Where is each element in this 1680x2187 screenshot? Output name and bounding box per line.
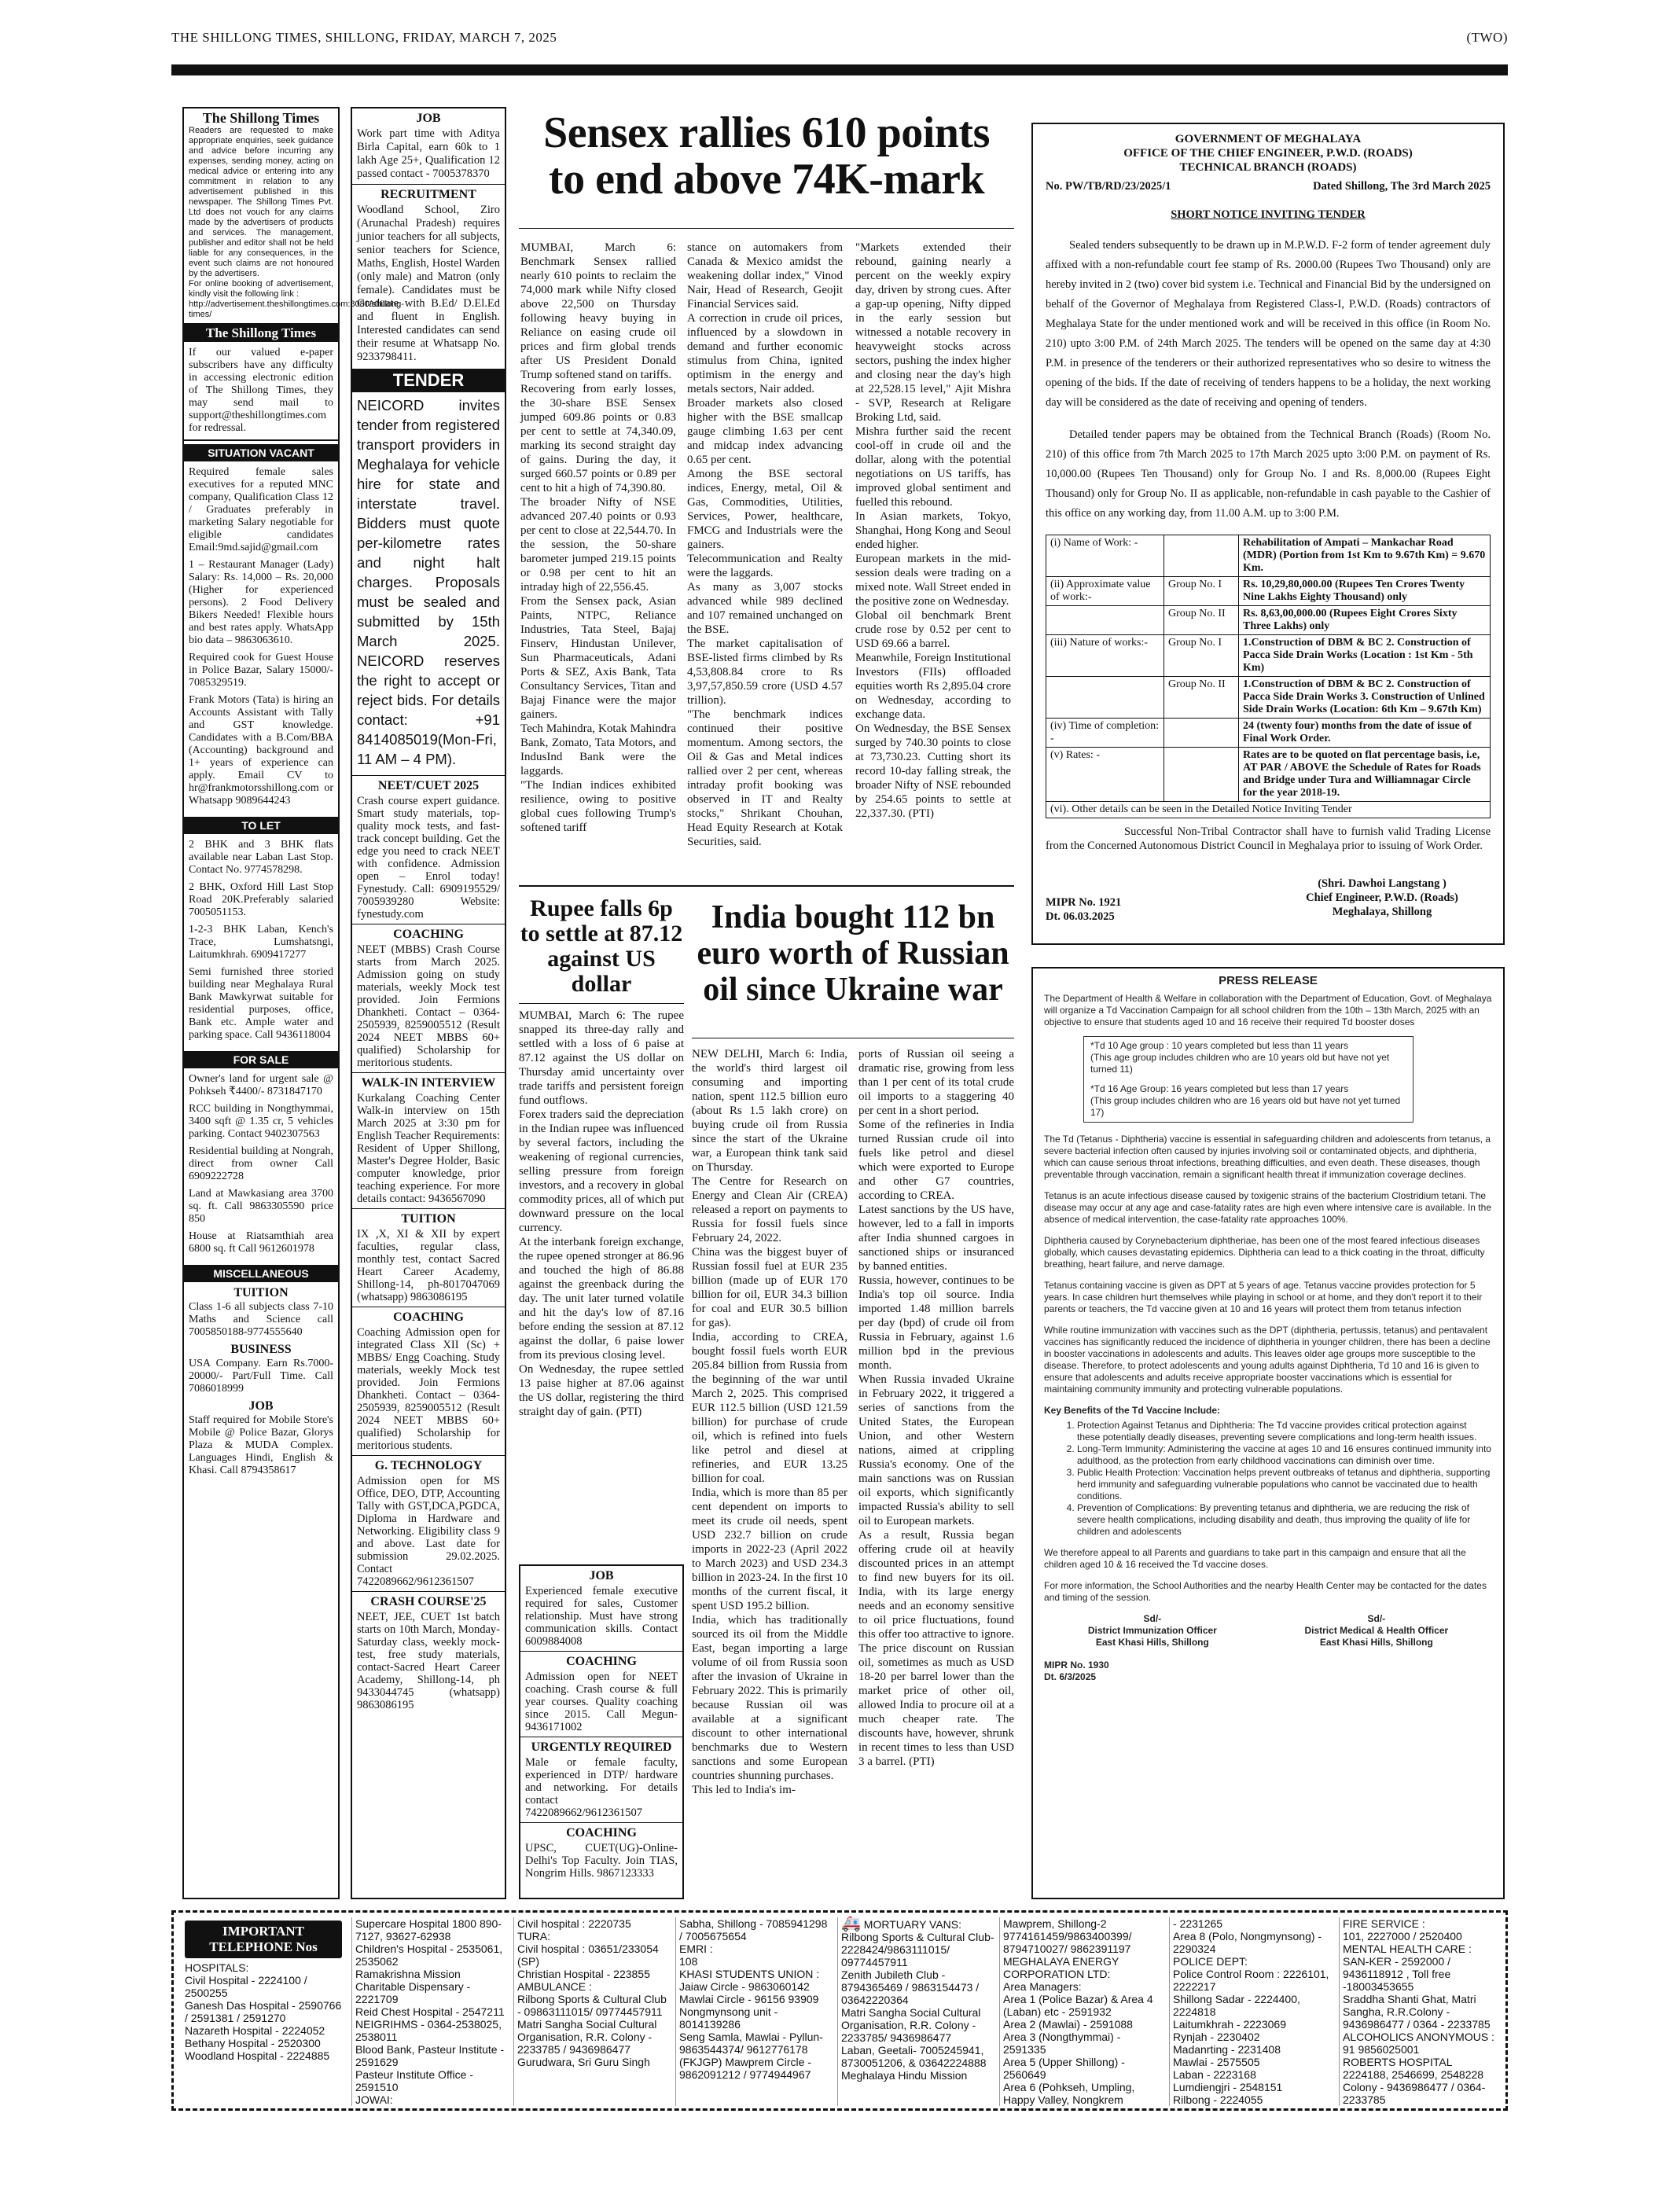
press-box1: *Td 10 Age group : 10 years completed but less than 11 years (This age group includes children who are 10 years old but have not yet turned 11) — [1090, 1040, 1390, 1075]
tender-notice-header: GOVERNMENT OF MEGHALAYA OFFICE OF THE CHIEF ENGINEER, P.W.D. (ROADS) TECHNICAL BRANCH (ROADS) — [1123, 133, 1413, 174]
tender-table-cell — [1164, 748, 1239, 802]
tender-table-cell — [1164, 719, 1239, 748]
classified-item: 2 BHK and 3 BHK flats available near Laban Last Stop. Contact No. 9774578298. — [189, 839, 333, 876]
tender-table-cell: Rates are to be quoted on flat percentage basis, i.e, AT PAR / ABOVE the Schedule of Rates for Roads and Bridge under Tura and Williamnagar Circle for the year 2018-19. — [1239, 748, 1491, 802]
tender-table-cell: (vi). Other details can be seen in the Detailed Notice Inviting Tender — [1046, 802, 1491, 818]
press-benefit: 1. Protection Against Tetanus and Diphtheria: The Td vaccine provides critical protection against these potentially deadly diseases, preventing severe complications and long-term health issues. — [1077, 1420, 1492, 1443]
epaper-text: If our valued e-paper subscribers have any difficulty in accessing electronic edition of The Shillong Times, they may send mail to support@theshillongtimes.com for redressal. — [189, 347, 333, 434]
ad-head: TUITION — [401, 1212, 456, 1226]
ad-text: NEET, JEE, CUET 1st batch starts on 10th March, Monday-Saturday class, weekly mock-test, free study materials, contact-Sacred Heart Career Academy, Shillong-14, ph 9433044745 (whatsapp) 9863086195 — [357, 1611, 500, 1711]
ad-text: NEET (MBBS) Crash Course starts from March 2025. Admission going on study materials, weekly Mock test provided. Join Fermions Dhankheti. Contact – 0364-2505939, 8259005512 (Result 2024 NEET MBBS 60+ qualified) Scholarship for meritorious students. — [357, 943, 500, 1069]
telephone-col5 — [837, 1917, 994, 2106]
telephone-col6: Mawprem, Shillong-2 9774161459/9863400399/ 8794710027/ 9862391197 MEGHALAYA ENERGY CORPORATION LTD: Area Managers: Area 1 (Police Bazar) & Area 4 (Laban) etc - 2591932 Area 2 (Mawlai) - 2591088 Area 3 (Nongthymmai) - 2591335 Area 5 (Upper Shillong) - 2560649 Area 6 (Pohkseh, Umpling, Happy Valley, Nongkrem — [999, 1917, 1164, 2106]
masthead-page: (TWO) — [1466, 30, 1508, 45]
press-benefit: 4. Prevention of Complications: By preventing tetanus and diphtheria, we are reducing the risk of severe health complications, including disability and death, thus improving the quality of life for children and adolescents — [1077, 1502, 1492, 1538]
ad-text: IX ,X, XI & XII by expert faculties, regular class, monthly test, contact Sacred Heart Career Academy, Shillong-14, ph-8017047069 (whatsapp) 9863086195 — [357, 1228, 500, 1303]
ad-text: Crash course expert guidance. Smart study materials, top-quality mock tests, and fast-track concept building. Get the edge you need to crack NEET with confidence. Admission open – Enrol today! Fynestudy. Call: 6909195529/ 7005939280 Website: fynestudy.com — [357, 795, 500, 921]
tender-table-cell: Rehabilitation of Ampati – Mankachar Road (MDR) (Portion from 1st Km to 9.67th Km) = 9.670 Km. — [1239, 535, 1491, 577]
tender-table-row — [1046, 577, 1491, 606]
ad-head: URGENTLY REQUIRED — [531, 1740, 672, 1754]
ad-head: CRASH COURSE'25 — [370, 1595, 487, 1608]
press-release — [1031, 967, 1505, 1899]
ads-column-2 — [351, 107, 506, 1899]
ad-text: Kurkalang Coaching Center Walk-in interview on 15th March 2025 at 3:30 pm for English Teacher Requirements: Resident of Upper Shillong, Master's Degree Holder, Basic computer knowledge, prior teaching experience. For more details contact: 9436567090 — [357, 1092, 500, 1205]
ad-head: NEET/CUET 2025 — [377, 779, 480, 792]
classified-item: Land at Mawkasiang area 3700 sq. ft. Call 9863305590 price 850 — [189, 1188, 333, 1225]
telephone-strip — [171, 1910, 1508, 2111]
tender-notice-para3: Successful Non-Tribal Contractor shall have to furnish valid Trading License from the Concerned Autonomous District Council in Meghalaya prior to issuing of Work Order. — [1046, 825, 1491, 852]
misc-head: JOB — [248, 1399, 274, 1413]
press-benefit: 3. Public Health Protection: Vaccination helps prevent outbreaks of tetanus and diphtheria, supporting herd immunity and safeguarding vulnerable populations who cannot be vaccinated due to health conditions. — [1077, 1467, 1492, 1502]
press-title: PRESS RELEASE — [1219, 974, 1318, 987]
tender-table-row — [1046, 719, 1491, 748]
ad-text: Admission open for MS Office, DEO, DTP, Accounting Tally with GST,DCA,PGDCA, Diploma in Hardware and Networking. Eligibility class 9 and above. Last date for submission 29.02.2025. Contact 7422089662/9612361507 — [357, 1475, 500, 1588]
misc-head: TUITION — [233, 1286, 289, 1299]
tender-notice-para2: Detailed tender papers may be obtained from the Technical Branch (Roads) (Room No. 210) of this office from 7th March 2025 to 17th March 2025 upto 3:00 P.M. on payment of Rs. 10,000.00 (Rupees Ten Thousand) only for Group No. I and Rs. 8,000.00 (Rupees Eight Thousand) only for Group No. II as applicable, non-refundable in cash payable to the Cashier of this office on any working day, from 11.00 A.M. up to 3:00 P.M. — [1046, 428, 1491, 520]
sensex-article — [519, 107, 1014, 885]
telephone-col1: HOSPITALS: Civil Hospital - 2224100 / 2500255 Ganesh Das Hospital - 2590766 / 2591381 / 2591270 Nazareth Hospital - 2224052 Bethany Hospital - 2520300 Woodland Hospital - 2224885 — [185, 1961, 342, 2062]
ad-head: JOB — [416, 112, 441, 125]
ad-head: COACHING — [566, 1826, 637, 1840]
situation-vacant-title: SITUATION VACANT — [184, 444, 338, 461]
ad-head: RECRUITMENT — [380, 188, 476, 201]
telephone-col5-text: MORTUARY VANS: Rilbong Sports & Cultural Club-2228424/9863111015/ 09774457911 Zenith Jubileth Club - 8794365469 / 9863154473 / 03642220364 Matri Sangha Social Cultural Organisation, R.R. Colony - 2233785/ 9436986477 Laban, Geetali- 7005245941, 8730051206, & 03642224888 Meghalaya Hindu Mission — [841, 1918, 994, 2082]
classified-item: RCC building in Nongthymmai, 3400 sqft @ 1.35 cr, 5 vehicles parking. Contact 9402307563 — [189, 1103, 333, 1140]
sensex-headline: Sensex rallies 610 points to end above 74K-mark — [543, 108, 990, 204]
press-para: Diphtheria caused by Corynebacterium diphtheriae, has been one of the most feared infectious diseases globally, which causes devastating epidemics. Diphtheria can lead to a thick coating in the throat, difficulty breathing, heart failure, and nerve damage. — [1044, 1235, 1485, 1270]
to-let-title: TO LET — [184, 817, 338, 834]
tender-table-row — [1046, 748, 1491, 802]
classified-item: 1 – Restaurant Manager (Lady) Salary: Rs. 14,000 – Rs. 20,000 (Higher for experienced persons). 2 Food Delivery Bikers Needed! Flexible hours and best rates apply. WhatsApp bio data – 9863063610. — [189, 559, 333, 646]
ads-column-4 — [519, 1564, 684, 1899]
classified-item: USA Company. Earn Rs.7000-20000/- Part/Full Time. Call 7086018999 — [189, 1358, 333, 1395]
ad-head: G. TECHNOLOGY — [374, 1459, 483, 1472]
tender-table-cell: Group No. I — [1164, 635, 1239, 677]
classified-item: Owner's land for urgent sale @ Pohkseh ₹4400/- 8731847170 — [189, 1073, 333, 1097]
epaper-box — [184, 325, 338, 441]
tender-table-cell: 1.Construction of DBM & BC 2. Construction of Pacca Side Drain Works 3. Construction of Unlined Side Drain Works (Location: 6th Km – 9.67th Km) — [1239, 677, 1491, 719]
press-para: We therefore appeal to all Parents and guardians to take part in this campaign and ensure that all the children aged 10 & 16 received the Td vaccine doses. — [1044, 1547, 1466, 1570]
sensex-col3: "Markets extended their rebound, gaining nearly a percent on the weekly expiry day, driven by strong cues. After a gap-up opening, Nifty dipped in the early session but witnessed a notable recovery in heavyweight stocks across sectors, pushing the index higher and closing near the day's high at 22,528.15 level," Ajit Mishra - SVP, Research at Religare Broking Ltd, said. Mishra further said the recent cool-off in crude oil and the dollar, along with the potential negotiations on US tariffs, has improved global sentiment and fuelled this rebound. In Asian markets, Tokyo, Shanghai, Hong Kong and Seoul ended higher. European markets in the mid-session deals were trading on a mixed note. Wall Street ended in the positive zone on Wednesday. Global oil benchmark Brent crude rose by 0.52 per cent to USD 69.66 a barrel. Meanwhile, Foreign Institutional Investors (FIIs) offloaded equities worth Rs 2,895.04 crore on Wednesday, according to exchange data. On Wednesday, the BSE Sensex surged by 740.30 points to close at 73,730.23. Cutting short its record 10-day falling streak, the broader Nifty of NSE rebounded by 254.65 points to settle at 22,337.30. (PTI) — [855, 241, 1011, 820]
tender-table-cell: 1.Construction of DBM & BC 2. Construction of Pacca Side Drain Works (Location : 1st Km - 5th Km) — [1239, 635, 1491, 677]
ad-text: Coaching Admission open for integrated Class XII (Sc) + MBBS/ Engg Coaching. Study materials, weekly Mock test provided. Join Fermions Dhankheti. Contact – 0364-2505939, 8259005512 (Result 2024 NEET MBBS 60+ qualified) Scholarship for meritorious students. — [357, 1326, 500, 1452]
tender-table-row — [1046, 802, 1491, 818]
rupee-text: MUMBAI, March 6: The rupee snapped its three-day rally and settled with a loss of 6 paise at 87.12 against the US dollar on Thursday amid uncertainty over trade tariffs and persistent foreign fund outflows. Forex traders said the depreciation in the Indian rupee was influenced by several factors, including the weakening of regional currencies, selling pressure from foreign investors, and a recovery in global commodity prices, all of which put downward pressure on the local currency. At the interbank foreign exchange, the rupee opened stronger at 86.96 and touched the high of 86.88 against the greenback during the day. The unit later turned volatile and hit the day's low of 87.16 before ending the session at 87.12 against the dollar, 6 paise lower from its previous closing level. On Wednesday, the rupee settled 13 paise higher at 87.06 against the US dollar, registering the third straight day of gain. (PTI) — [519, 1009, 684, 1418]
sensex-col1: MUMBAI, March 6: Benchmark Sensex rallied nearly 610 points to reclaim the 74,000 mark while Nifty closed above 22,500 on Thursday following heavy buying in Reliance on easing crude oil prices and firm global trends after US President Donald Trump softened stand on tariffs. Recovering from early losses, the 30-share BSE Sensex jumped 609.86 points or 0.83 per cent to settle at 74,340.09, marking its second straight day of gains. During the day, it surged 660.57 points or 0.89 per cent to hit a high of 74,390.80. The broader Nifty of NSE advanced 207.40 points or 0.93 per cent to close at 22,544.70. In the session, the 50-share barometer jumped 219.15 points or 0.98 per cent to hit an intraday high of 22,556.45. From the Sensex pack, Asian Paints, NTPC, Reliance Industries, Tata Steel, Bajaj Finserv, Hindustan Unilever, Sun Pharmaceuticals, Adani Ports & SEZ, Axis Bank, Tata Consultancy Services, Titan and Bajaj Finance were the major gainers. Tech Mahindra, Kotak Mahindra Bank, Zomato, Tata Motors, and IndusInd Bank were the laggards. "The Indian indices exhibited resilience, owing to positive global cues following Trump's softened tariff — [520, 241, 676, 834]
tender-notice — [1031, 123, 1505, 945]
tender-table-cell: Rs. 10,29,80,000.00 (Rupees Ten Crores Twenty Nine Lakhs Eighty Thousand) only — [1239, 577, 1491, 606]
misc-title: MISCELLANEOUS — [184, 1265, 338, 1282]
press-benefits — [1044, 1420, 1492, 1538]
ambulance-icon: 🚑 — [841, 1915, 861, 1932]
india-col1: NEW DELHI, March 6: India, the world's third largest oil consuming and importing nation, spent 112.5 billion euro (about Rs 1.5 lakh crore) on buying crude oil from Russia since the start of the Ukraine war, a European think tank said on Thursday. The Centre for Research on Energy and Clean Air (CREA) released a report on payments to Russia for fossil fuels since February 24, 2022. China was the biggest buyer of Russian fossil fuel at EUR 235 billion (made up of EUR 170 billion for oil, EUR 34.3 billion for coal and EUR 30.5 billion for gas). India, according to CREA, bought fossil fuels worth EUR 205.84 billion from Russia from the beginning of the war until March 2, 2025. This comprised EUR 112.5 billion (USD 121.59 billion) for purchase of crude oil, which is refined into fuels like petrol and diesel at refineries, and EUR 13.25 billion for coal. India, which is more than 85 per cent dependent on imports to meet its crude oil needs, spent USD 232.7 billion on crude imports in 2022-23 (April 2022 to March 2023) and USD 234.3 billion in 2023-24. In the first 10 months of the current fiscal, it spent USD 195.2 billion. India, which has traditionally sourced its oil from the Middle East, began importing a large volume of oil from Russia soon after the invasion of Ukraine in February 2022. This is primarily because Russian oil was available at a significant discount to other international benchmarks due to Western sanctions and some European countries shunning purchases. This led to India's im- — [692, 1048, 847, 1796]
press-sign2: Sd/- District Medical & Health Officer East Khasi Hills, Shillong — [1304, 1613, 1449, 1648]
tender-table-cell: Group No. I — [1164, 577, 1239, 606]
tender-notice-sign: (Shri. Dawhoi Langstang ) Chief Engineer, P.W.D. (Roads) Meghalaya, Shillong — [1306, 877, 1458, 918]
for-sale-list — [184, 1068, 338, 1265]
tender-table-cell: Group No. II — [1164, 677, 1239, 719]
ad-head: COACHING — [393, 928, 464, 941]
tender-table-cell: (iii) Nature of works:- — [1046, 635, 1164, 677]
tender-table-cell: (v) Rates: - — [1046, 748, 1164, 802]
tender-notice-no: No. PW/TB/RD/23/2025/1 — [1046, 180, 1171, 193]
press-para: While routine immunization with vaccines such as the DPT (diphtheria, pertussis, tetanus) and pentavalent vaccines has significantly reduced the incidence of diphtheria in younger children, there has been a decline in booster vaccinations in adolescents and adults. This leaves older age groups more susceptible to the disease. Therefore, to protect adolescents and young adults against Diphtheria, Td 10 and 16 is given to ensure that adolescents and adults receive appropriate booster vaccinations which is essential for maintaining community immunity and protecting vulnerable populations. — [1044, 1325, 1491, 1395]
press-signatures — [1044, 1613, 1492, 1649]
tender-notice-para1: Sealed tenders subsequently to be drawn up in M.P.W.D. F-2 form of tender agreement duly affixed with a non-refundable court fee stamp of Rs. 2000.00 (Rupees Two Thousand) only are hereby invited in 2 (two) cover bid system i.e. Technical and Financial Bid by the undersigned on behalf of the Governor of Meghalaya from Registered Class-I, P.W.D. (Roads) contractors of Meghalaya State for the under mentioned work and will be received in this office (in Room No. 210) upto 3:00 P.M. of 24th March 2025. The tenders will be opened on the same day at 4:30 P.M. in presence of the tenderers or their authorized representatives who so desire to witness the opening of the bids. If the date of receiving of tenders happens to be a holiday, the next working day will be considered as the date of receiving and opening of tenders. — [1046, 239, 1491, 409]
tender-table-row — [1046, 606, 1491, 635]
press-para: For more information, the School Authorities and the nearby Health Center may be contacted for the dates and timing of the session. — [1044, 1580, 1487, 1603]
tender-table-row — [1046, 677, 1491, 719]
ad-text: Male or female faculty, experienced in DTP/ hardware and networking. For details contact 7422089662/9612361507 — [525, 1756, 678, 1819]
tender-notice-mipr: MIPR No. 1921 Dt. 06.03.2025 — [1046, 896, 1122, 923]
classified-item: 1-2-3 BHK Laban, Kench's Trace, Lumshatsngi, Laitumkhrah. 6909417277 — [189, 924, 333, 961]
tender-table-cell: (ii) Approximate value of work:- — [1046, 577, 1164, 606]
tender-table-row — [1046, 535, 1491, 577]
press-benefit: 2. Long-Term Immunity: Administering the vaccine at ages 10 and 16 ensures continued immunity into adulthood, as the protection from early childhood vaccinations can diminish over time. — [1077, 1443, 1492, 1467]
epaper-title: The Shillong Times — [184, 325, 338, 342]
masthead-title: THE SHILLONG TIMES, SHILLONG, FRIDAY, MARCH 7, 2025 — [171, 30, 557, 45]
ad-text: Woodland School, Ziro (Arunachal Pradesh) requires junior teachers for all subjects, senior teachers for Science, Maths, English, Hostel Warden (only male) and Matron (only female). Candidates must be Graduate with B.Ed/ D.El.Ed and fluent in English. Interested candidates can send their resume at Whatsapp No. 9233798411. — [357, 204, 500, 363]
press-para: Tetanus containing vaccine is given as DPT at 5 years of age. Tetanus vaccine provides protection for 5 years. In case children hurt themselves while playing in school or at home, and they don't report it to their parents or teachers, the Td vaccine given at 10 and 16 years will protect them from tetanus infection — [1044, 1280, 1483, 1314]
ad-head: JOB — [589, 1569, 614, 1582]
tender-table-cell: Rs. 8,63,00,000.00 (Rupees Eight Crores Sixty Three Lakhs) only — [1239, 606, 1491, 635]
classified-item: 2 BHK, Oxford Hill Last Stop Road 20K.Preferably salaried 7005051153. — [189, 881, 333, 918]
disclaimer-box — [184, 108, 404, 325]
ad-text: Work part time with Aditya Birla Capital, earn 60k to 1 lakh Age 25+, Qualification 12 passed contact - 7005378370 — [357, 127, 500, 180]
tender-table-cell: (iv) Time of completion: - — [1046, 719, 1164, 748]
tender-notice-title: SHORT NOTICE INVITING TENDER — [1171, 208, 1366, 221]
tender-notice-date: Dated Shillong, The 3rd March 2025 — [1313, 180, 1491, 193]
misc-list — [184, 1282, 338, 1487]
classified-item: Staff required for Mobile Store's Mobile @ Police Bazar, Glorys Plaza & MUDA Complex. Languages Hindi, English & Khasi. Call 8794358617 — [189, 1414, 333, 1476]
press-mipr: MIPR No. 1930 Dt. 6/3/2025 — [1044, 1660, 1109, 1682]
ad-text: Experienced female executive required for sales, Customer relationship. Must have strong communication skills. Contact 6009884008 — [525, 1585, 678, 1648]
ad-head: COACHING — [566, 1655, 637, 1668]
press-benefits-title: Key Benefits of the Td Vaccine Include: — [1044, 1405, 1221, 1416]
disclaimer-text: Readers are requested to make appropriate enquiries, seek guidance and advice before incurring any expenses, sending money, acting on medical advice or entering into any commitment in relation to any advertisement published in this newspaper. The Shillong Times Pvt. Ltd does not vouch for any claims made by the advertisers of products and services. The management, publisher and editor shall not be held liable for any consequences, in the event such claims are not honoured by the advertisers. For online booking of advertisement, kindly visit the following link : http://advertisement.theshillongtimes.com:8080/shillong-times/ — [189, 126, 404, 319]
classified-item: Residential building at Nongrah, direct from owner Call 6909222728 — [189, 1145, 333, 1182]
classifieds-column — [182, 107, 404, 1899]
press-intro: The Department of Health & Welfare in collaboration with the Department of Education, Govt. of Meghalaya will organize a Td Vaccination Campaign for all school children from the 10th – 13th March, 2025 with an objective to ensure that students aged 10 and 16 receive their required Td booster doses — [1044, 993, 1492, 1027]
tender-table-cell: (i) Name of Work: - — [1046, 535, 1164, 577]
tender-table-row — [1046, 635, 1491, 677]
rupee-article — [519, 896, 684, 1557]
ad-head: WALK-IN INTERVIEW — [361, 1076, 496, 1090]
tender-text: NEICORD invites tender from registered transport providers in Meghalaya for vehicle hire for state and interstate travel. Bidders must quote per-kilometre rates and night halt charges. Proposals must be sealed and submitted by 15th March 2025. NEICORD reserves the right to accept or reject bids. For details contact: +91 8414085019(Mon-Fri, 11 AM – 4 PM). — [357, 397, 501, 767]
telephone-col7: - 2231265 Area 8 (Polo, Nongmynsong) - 2290324 POLICE DEPT: Police Control Room : 2226101, 2222217 Shillong Sadar - 2224400, 2224818 Laitumkhrah - 2223069 Rynjah - 2230402 Madanrting - 2231408 Mawlai - 2575505 Laban - 2223168 Lumdiengjri - 2548151 Rilbong - 2224055 — [1169, 1917, 1334, 2106]
telephone-col3: Civil hospital : 2220735 TURA: Civil hospital : 03651/233054 (SP) Christian Hospital - 223855 AMBULANCE : Rilbong Sports & Cultural Club - 09863111015/ 09774457911 Matri Sangha Social Cultural Organisation, R.R. Colony - 2233785 / 9436986477 Gurudwara, Sri Guru Singh — [513, 1917, 671, 2106]
india-col2: ports of Russian oil seeing a dramatic rise, growing from less than 1 per cent of its total crude oil imports to a staggering 40 per cent in a short period. Some of the refineries in India turned Russian crude oil into fuels like petrol and diesel which were exported to Europe and other G7 countries, according to CREA. Latest sanctions by the US have, however, led to a fall in imports after India shunned cargoes in sanctioned ships or insuranced by banned entities. Russia, however, continues to be India's top oil source. India imported 1.48 million barrels per day (bpd) of crude oil from Russia in February, against 1.6 million bpd in the previous month. When Russia invaded Ukraine in February 2022, it triggered a series of sanctions from the United States, the European Union, and other Western nations, aimed at crippling Russia's economy. One of the main sanctions was on Russian oil exports, which significantly impacted Russia's ability to sell oil to European markets. As a result, Russia began offering crude oil at heavily discounted prices in an attempt to find new buyers for its oil. India, with its large energy needs and an economy sensitive to oil price fluctuations, found this offer too attractive to ignore. The price discount on Russian oil, sometimes as much as USD 18-20 per barrel lower than the market price of other oil, allowed India to procure oil at a much cheaper rate. The discounts have, however, shrunk in recent times to less than USD 3 a barrel. (PTI) — [858, 1048, 1014, 1768]
telephone-col4: Sabha, Shillong - 7085941298 / 7005675654 EMRI : 108 KHASI STUDENTS UNION : Jaiaw Circle - 9863060142 Mawlai Circle - 96156 93909 Nongmynsong unit - 8014139286 Seng Samla, Mawlai - Pyllun-9863544374/ 9612776178 (FKJGP) Mawprem Circle - 9862091212 / 9774944967 — [675, 1917, 833, 2106]
classified-item: Class 1-6 all subjects class 7-10 Maths and Science call 7005850188-9774555640 — [189, 1301, 333, 1338]
tender-notice-table — [1046, 535, 1491, 818]
classified-item: House at Riatsamthiah area 6800 sq. ft Call 9612601978 — [189, 1230, 333, 1255]
ad-text: UPSC, CUET(UG)-Online-Delhi's Top Faculty. Join TIAS, Nongrim Hills. 9867123333 — [525, 1842, 678, 1880]
press-sign1: Sd/- District Immunization Officer East Khasi Hills, Shillong — [1087, 1613, 1217, 1648]
tender-table-cell — [1046, 677, 1164, 719]
tender-notice-ref — [1046, 179, 1491, 193]
tender-table-cell — [1046, 606, 1164, 635]
disclaimer-title: The Shillong Times — [202, 110, 320, 126]
tender-table-cell: 24 (twenty four) months from the date of issue of Final Work Order. — [1239, 719, 1491, 748]
telephone-col2: Supercare Hospital 1800 890-7127, 93627-62938 Children's Hospital - 2535061, 2535062 Ramakrishna Mission Charitable Dispensary - 2221709 Reid Chest Hospital - 2547211 NEIGRIHMS - 0364-2538025, 2538011 Blood Bank, Pasteur Institute - 2591629 Pasteur Institute Office - 2591510 JOWAI: — [351, 1917, 509, 2106]
for-sale-title: FOR SALE — [184, 1051, 338, 1068]
press-para: Tetanus is an acute infectious disease caused by toxigenic strains of the bacterium Clostridium tetani. The disease may occur at any age and case-fatality rates are high even where intensive care is available. In the absence of medical intervention, the case-fatality rate approaches 100%. — [1044, 1190, 1491, 1225]
classified-item: Semi furnished three storied building near Meghalaya Rural Bank Mawkyrwat suitable for residential purposes, office, Bank etc. Ample water and parking space. Call 9436118004 — [189, 966, 333, 1041]
masthead — [171, 30, 1508, 53]
masthead-rule — [171, 64, 1508, 75]
rupee-headline: Rupee falls 6p to settle at 87.12 against US dollar — [520, 895, 683, 997]
tender-table-cell — [1164, 535, 1239, 577]
telephone-col8: FIRE SERVICE : 101, 2227000 / 2520400 MENTAL HEALTH CARE : SAN-KER - 2592000 / 9436118912 , Toll free -18003453655 Sraddha Shanti Ghat, Matri Sangha, R.R.Colony - 9436986477 / 0364 - 2233785 ALCOHOLICS ANONYMOUS : 91 9856025001 ROBERTS HOSPITAL 2224188, 2546699, 2548228 Colony - 9436986477 / 0364-2233785 — [1339, 1917, 1504, 2106]
tender-table-cell: Group No. II — [1164, 606, 1239, 635]
classified-item: Frank Motors (Tata) is hiring an Accounts Assistant with Tally and GST knowledge. Candidates with a B.Com/BBA (Accounting) background and 1+ years of experience can apply. Email CV to hr@frankmotorsshillong.com or Whatsapp 9089644243 — [189, 694, 333, 807]
tender-title: TENDER — [352, 369, 505, 392]
classified-item: Required female sales executives for a reputed MNC company, Qualification Class 12 / Graduates preferably in marketing Salary negotiable for eligible candidates Email:9md.sajid@gmail.com — [189, 466, 333, 553]
misc-head: BUSINESS — [230, 1343, 292, 1356]
press-age-box — [1083, 1036, 1413, 1123]
classified-item: Required cook for Guest House in Police Bazar, Salary 15000/- 7085329519. — [189, 652, 333, 689]
ad-text: Admission open for NEET coaching. Crash course & full year courses. Quality coaching since 2015. Call Megun- 9436171002 — [525, 1671, 678, 1733]
press-box2: *Td 16 Age Group: 16 years completed but less than 17 years (This group includes children who are 16 years old but have not yet turned 17) — [1090, 1083, 1401, 1118]
india-article — [692, 896, 1014, 1899]
ad-head: COACHING — [393, 1310, 464, 1324]
india-headline: India bought 112 bn euro worth of Russian oil since Ukraine war — [697, 899, 1009, 1008]
press-para: The Td (Tetanus - Diphtheria) vaccine is essential in safeguarding children and adolescents from tetanus, a severe bacterial infection often caused by injuries involving soil or contaminated objects, and diphtheria, which can cause serious throat infections, breathing difficulties, and even death. These diseases, though preventable through vaccination, remain a significant health threat if immunization coverage declines. — [1044, 1134, 1491, 1180]
section-rule — [519, 885, 1014, 887]
situation-vacant-list — [184, 461, 338, 817]
to-let-list — [184, 834, 338, 1051]
sensex-col2: stance on automakers from Canada & Mexico amidst the weakening dollar index," Vinod Nair, Head of Research, Geojit Financial Services said. A correction in crude oil prices, influenced by a slowdown in demand and further economic stimulus from China, ignited optimism in the energy and metals sectors, Nair added. Broader markets also closed higher with the BSE smallcap gauge climbing 1.63 per cent and midcap index advancing 0.65 per cent. Among the BSE sectoral indices, Energy, metal, Oil & Gas, Commodities, Utilities, Services, Power, healthcare, FMCG and Industrials were the gainers. Telecommunication and Realty were the laggards. As many as 3,007 stocks advanced while 989 declined and 107 remained unchanged on the BSE. The market capitalisation of BSE-listed firms climbed by Rs 4,53,808.84 crore to Rs 3,97,57,850.59 crore (USD 4.57 trillion). "The benchmark indices continued their positive momentum. Among sectors, the Oil & Gas and Metal indices rallied over 2 per cent, whereas intraday profit booking was observed in IT and Realty stocks," Shrikant Chouhan, Head Equity Research at Kotak Securities, said. — [687, 241, 843, 848]
telephone-title: IMPORTANT TELEPHONE Nos — [185, 1921, 342, 1958]
